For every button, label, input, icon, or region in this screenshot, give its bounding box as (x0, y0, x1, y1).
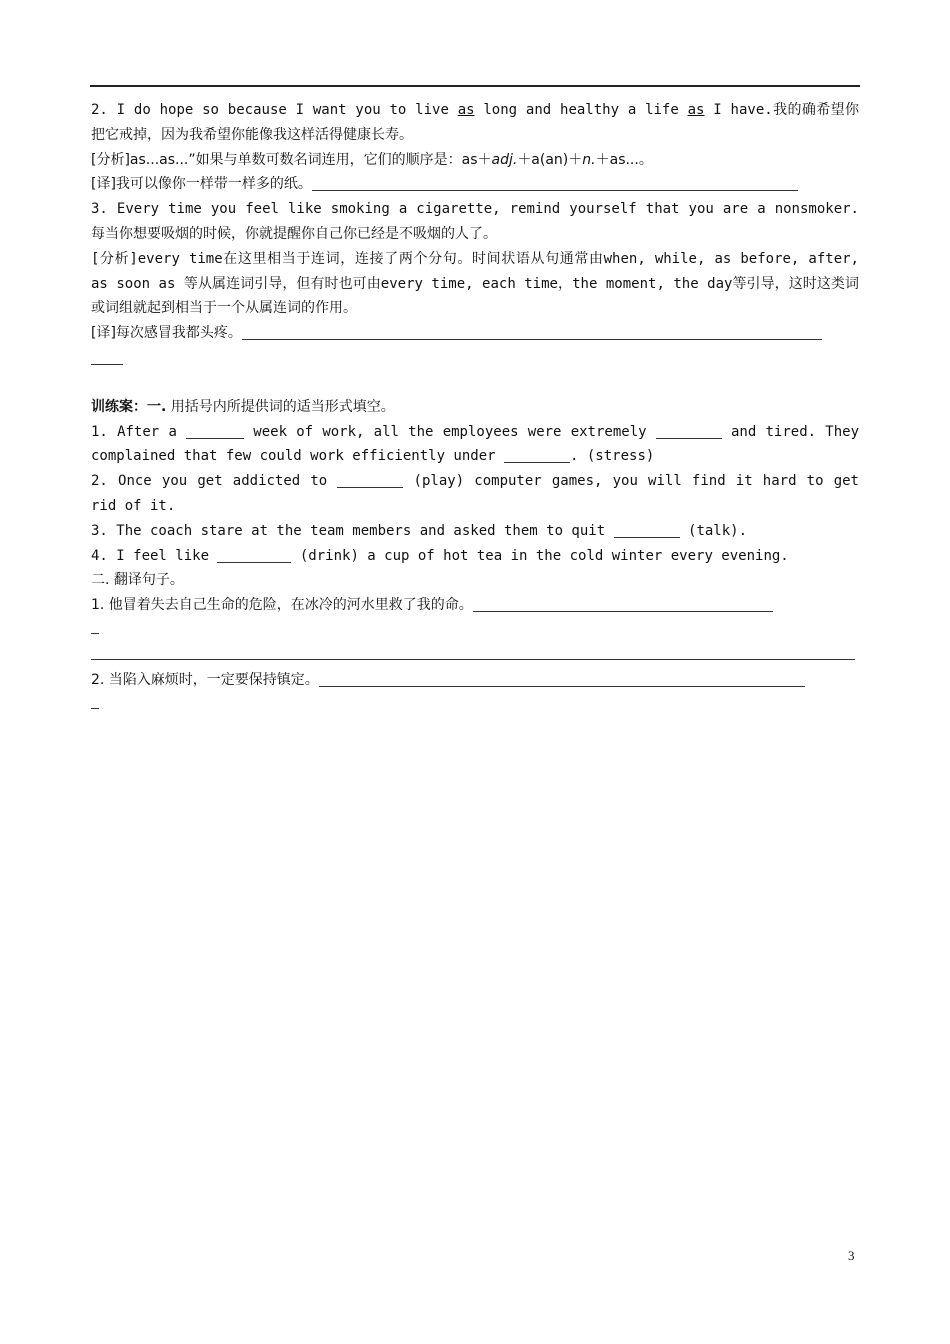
answer-blank[interactable] (614, 522, 680, 538)
question-1: 1. After a week of work, all the employees were extremely and tired. They complained that few could work efficiently under . (stress) (91, 423, 860, 465)
underlined-as: as (457, 102, 475, 118)
question-4: 4. I feel like (drink) a cup of hot tea in the cold winter every evening. (91, 547, 789, 564)
translate-cold: [译]每次感冒我都头疼。 (91, 321, 859, 346)
translation-2: 2. 当陷入麻烦时，一定要保持镇定。 (91, 668, 859, 693)
page-number: 3 (848, 1248, 855, 1263)
translate-paper: [译]我可以像你一样带一样多的纸。 (91, 172, 859, 197)
underlined-as: as (687, 102, 705, 118)
answer-line-short[interactable] (91, 693, 859, 718)
part2-heading: 二. 翻译句子。 (91, 572, 184, 589)
training-heading: 训练案：一. 用括号内所提供词的适当形式填空。 (91, 398, 395, 415)
question-3: 3. The coach stare at the team members and asked them to quit (talk). (91, 522, 748, 539)
translation-1: 1. 他冒着失去自己生命的危险，在冰冷的河水里救了我的命。 (91, 593, 859, 618)
answer-blank[interactable] (217, 547, 291, 563)
note-item-3: 3. Every time you feel like smoking a cigarette, remind yourself that you are a nonsmoker. 每当你想要吸烟的时候，你就提醒你自己你已经是不吸烟的人了。 (91, 201, 859, 242)
answer-line-continuation[interactable] (91, 346, 859, 371)
answer-line-short[interactable] (91, 618, 859, 643)
answer-blank[interactable] (473, 596, 773, 612)
answer-blank[interactable] (504, 447, 570, 463)
answer-blank[interactable] (312, 175, 798, 191)
answer-blank[interactable] (656, 423, 722, 439)
answer-blank[interactable] (242, 324, 822, 340)
analysis-as-as: [分析]as...as...”如果与单数可数名词连用，它们的顺序是：as＋adj.＋a(an)＋n.＋as...。 (91, 151, 653, 168)
answer-line-full[interactable] (91, 643, 855, 660)
answer-blank[interactable] (337, 472, 403, 488)
analysis-every-time: [分析]every time在这里相当于连词，连接了两个分句。时间状语从句通常由when, while, as before, after, as soon as 等从属连词引导，但有时也可由every time, each time，the moment, the day等引导，这时这类词或词组就起到相当于一个从属连词的作用。 (91, 250, 859, 317)
document-body (91, 98, 859, 717)
note-item-2: 2. I do hope so because I want you to live as long and healthy a life as I have.我的确希望你把它戒掉，因为我希望你能像我这样活得健康长寿。 (91, 102, 860, 143)
answer-blank[interactable] (319, 671, 805, 687)
question-2: 2. Once you get addicted to (play) computer games, you will find it hard to get rid of it. (91, 473, 859, 514)
header-rule (90, 85, 860, 87)
answer-blank[interactable] (186, 423, 244, 439)
